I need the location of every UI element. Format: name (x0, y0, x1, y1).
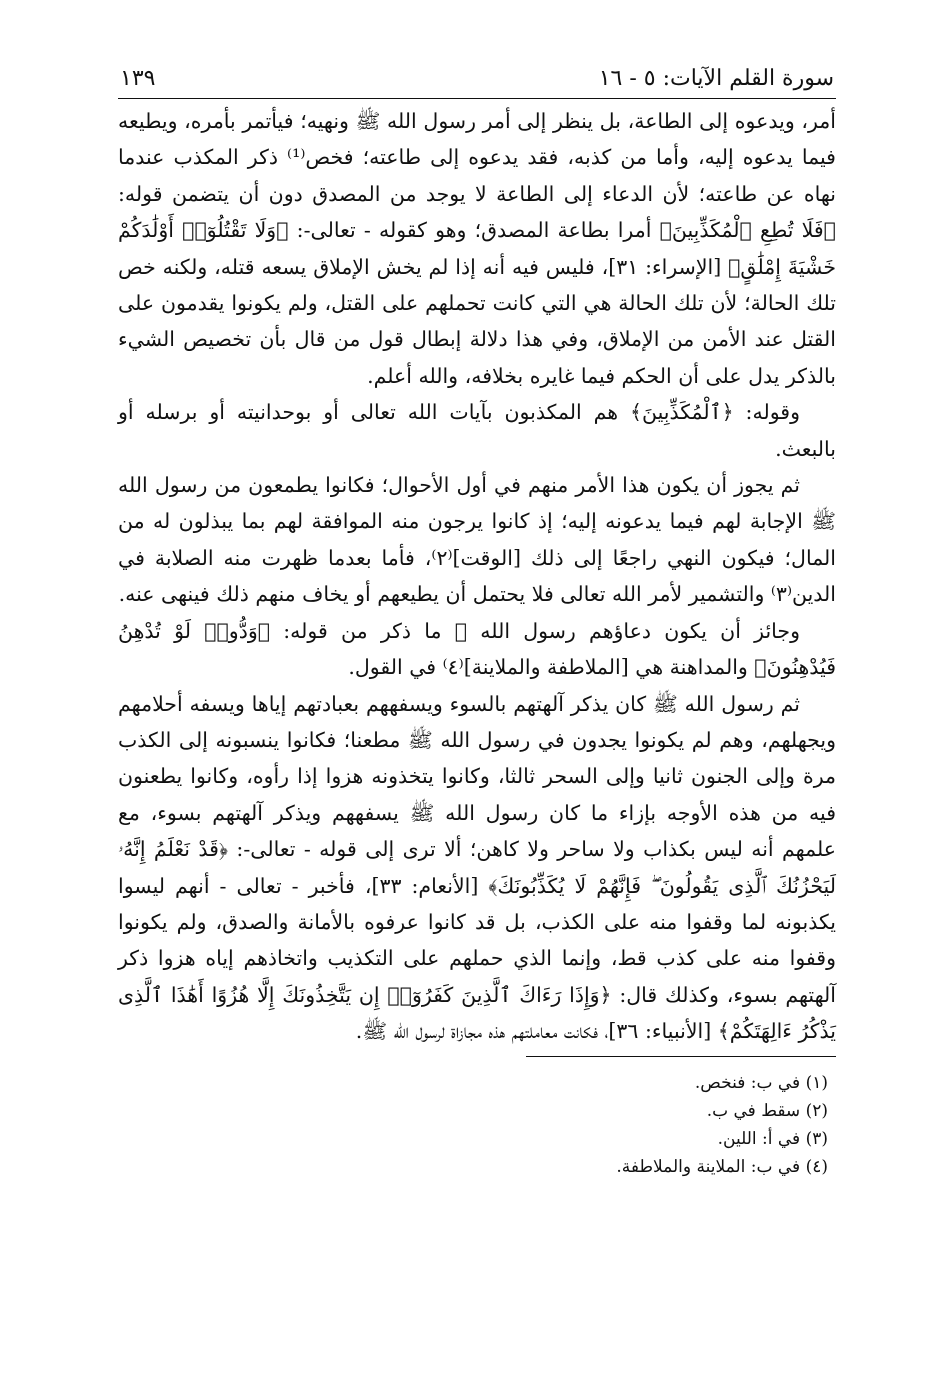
footnote: (٤) في ب: الملاينة والملاطفة. (616, 1156, 828, 1177)
footnote: (١) في ب: فنخص. (694, 1072, 828, 1093)
book-page (118, 52, 836, 1181)
running-title: سورة القلم الآيات: ٥ - ١٦ (598, 66, 834, 91)
footnote: (٣) في أ: اللين. (717, 1128, 828, 1149)
running-header (118, 52, 836, 99)
paragraph: أمر، ويدعوه إلى الطاعة، بل ينظر إلى أمر رسول الله ﷺ ونهيه؛ فيأتمر بأمره، ويطيعه فيما يدعوه إليه، وأما من كذبه، فقد يدعوه إلى طاعته؛ فخص⁽¹⁾ ذكر المكذب عندما نهاه عن طاعته؛ لأن الدعاء إلى الطاعة لا يوجد من المصدق دون أن يتضمن قوله: ﴿فَلَا تُطِعِ ٱلْمُكَذِّبِينَ﴾ أمرا بطاعة المصدق؛ وهو كقوله - تعالى-: ﴿وَلَا تَقْتُلُوٓا۟ أَوْلَٰدَكُمْ خَشْيَةَ إِمْلَٰقٍ﴾ [الإسراء: ٣١]، فليس فيه أنه إذا لم يخش الإملاق يسعه قتله، ولكنه خص تلك الحالة؛ لأن تلك الحالة هي التي كانت تحملهم على القتل، ولم يكونوا يقدمون على القتل عند الأمن من الإملاق، وفي هذا دلالة إبطال قول من قال بأن تخصيص الشيء بالذكر يدل على أن الحكم فيما غايره بخلافه، والله أعلم. (118, 109, 836, 388)
paragraph: ثم رسول الله ﷺ كان يذكر آلهتهم بالسوء ويسفههم بعبادتهم إياها ويسفه أحلامهم ويجهلهم، وهم لم يكونوا يجدون في رسول الله ﷺ مطعنا؛ فكانوا ينسبونه إلى الكذب مرة وإلى الجنون ثانيا وإلى السحر ثالثا، وكانوا يتخذونه هزوا إذا رأوه، وكانوا يطعنون فيه من هذه الأوجه بإزاء ما كان رسول الله ﷺ يسفههم ويذكر آلهتهم بسوء، مع علمهم أنه ليس بكذاب ولا ساحر ولا كاهن؛ ألا ترى إلى قوله - تعالى-: ﴿قَدْ نَعْلَمُ إِنَّهُۥ لَيَحْزُنُكَ ٱلَّذِى يَقُولُونَ ۖ فَإِنَّهُمْ لَا يُكَذِّبُونَكَ﴾ [الأنعام: ٣٣]، فأخبر - تعالى - أنهم ليسوا يكذبونه لما وقفوا منه على الكذب، بل قد كانوا عرفوه بالأمانة والصدق، ولم يكونوا وقفوا منه على كذب قط، وإنما الذي حملهم على التكذيب واتخاذهم إياه هزوا ذكر آلهتهم بسوء، وكذلك قال: ﴿وَإِذَا رَءَاكَ ٱلَّذِينَ كَفَرُوٓا۟ إِن يَتَّخِذُونَكَ إِلَّا هُزُوًا أَهَٰذَا ٱلَّذِى يَذْكُرُ ءَالِهَتَكُمْ﴾ [الأنبياء: ٣٦]، فكانت معاملتهم هذه مجازاة لرسول الله ﷺ. (118, 691, 836, 1044)
paragraph: ثم يجوز أن يكون هذا الأمر منهم في أول الأحوال؛ فكانوا يطمعون من رسول الله ﷺ الإجابة لهم فيما يدعونه إليه؛ إذ كانوا يرجون منه الموافقة لهم بما يبذلون له من المال؛ فيكون النهي راجعًا إلى ذلك [الوقت]⁽٢⁾، فأما بعدما ظهرت منه الصلابة في الدين⁽٣⁾ والتشمير لأمر الله تعالى فلا يحتمل أن يطيعهم أو يخاف منهم ذلك فينهى عنه. (118, 473, 836, 607)
footnote: (٢) سقط في ب. (706, 1100, 828, 1121)
main-text (118, 103, 836, 1050)
paragraph: وقوله: ﴿ٱلْمُكَذِّبِينَ﴾ هم المكذبون بآيات الله تعالى أو بوحدانيته أو برسله أو بالبعث. (118, 400, 836, 461)
footnotes (118, 1069, 836, 1181)
footnote-separator (526, 1056, 836, 1057)
page-number: ١٣٩ (120, 66, 156, 91)
paragraph: وجائز أن يكون دعاؤهم رسول الله ﷺ ما ذكر من قوله: ﴿وَدُّوا۟ لَوْ تُدْهِنُ فَيُدْهِنُونَ﴾ والمداهنة هي [الملاطفة والملاينة]⁽٤⁾ في القول. (118, 618, 836, 680)
